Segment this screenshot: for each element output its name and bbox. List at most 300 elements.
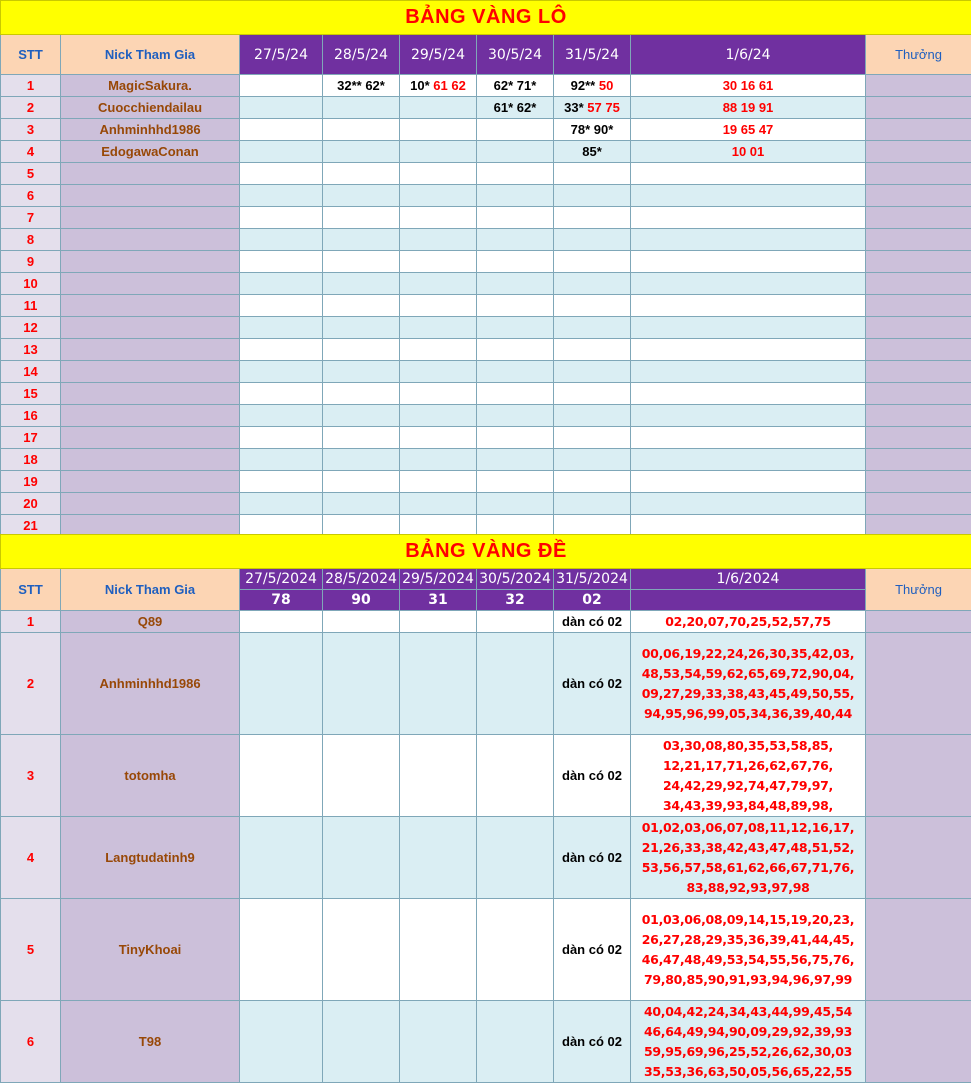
day-cell[interactable]: dàn có 02 [554,611,631,633]
de-row [1,1001,971,1083]
lo-row [1,493,971,515]
lo-row [1,119,971,141]
thuong-cell [866,75,971,97]
day-cell[interactable] [323,361,400,383]
pick-red: 61 62 [433,78,466,93]
stt-cell: 13 [1,339,61,361]
day-cell[interactable]: dàn có 02 [554,1001,631,1083]
lo-header-date: 28/5/24 [323,35,400,75]
lo-header-nick: Nick Tham Gia [61,35,240,75]
thuong-cell [866,633,971,735]
day-cell[interactable] [240,207,323,229]
day-cell[interactable]: 32** 62* [323,75,400,97]
thuong-cell [866,361,971,383]
de-header-date: 29/5/2024 [400,569,477,590]
stt-cell: 19 [1,471,61,493]
de-result [631,590,866,611]
de-table [0,534,971,1083]
nick-cell: TinyKhoai [61,899,240,1001]
day-cell[interactable]: 19 65 47 [631,119,866,141]
day-cell[interactable] [323,735,400,817]
stt-cell: 7 [1,207,61,229]
de-header-thuong: Thưởng [866,569,971,611]
day-cell[interactable] [477,611,554,633]
day-cell[interactable] [240,427,323,449]
de-row [1,899,971,1001]
day-cell[interactable] [400,493,477,515]
day-cell[interactable]: 30 16 61 [631,75,866,97]
day-cell[interactable] [400,339,477,361]
day-cell[interactable] [323,405,400,427]
thuong-cell [866,163,971,185]
pick-black: 78* 90* [570,122,614,137]
day-cell[interactable] [554,97,631,119]
number-line: 35,53,36,63,50,05,56,65,22,55 [644,1063,852,1079]
day-cell[interactable] [554,295,631,317]
thuong-cell [866,141,971,163]
lo-title: BẢNG VÀNG LÔ [1,1,971,35]
day-cell[interactable] [631,185,866,207]
thuong-cell [866,229,971,251]
number-line: 59,95,69,96,25,52,26,62,30,03 [644,1043,852,1059]
day-cell[interactable] [400,405,477,427]
nick-cell [61,163,240,185]
day-cell[interactable]: dàn có 02 [554,633,631,735]
nick-cell [61,251,240,273]
day-cell[interactable] [477,735,554,817]
lo-row [1,75,971,97]
day-cell[interactable] [554,427,631,449]
stt-cell: 8 [1,229,61,251]
day-cell[interactable] [323,449,400,471]
lo-row [1,273,971,295]
pick-black: 10* [410,78,430,93]
stt-cell: 9 [1,251,61,273]
day-cell[interactable] [477,1001,554,1083]
day-cell[interactable] [477,493,554,515]
day-cell[interactable] [631,405,866,427]
day-cell[interactable] [477,633,554,735]
nick-cell [61,493,240,515]
stt-cell: 18 [1,449,61,471]
de-header-date: 1/6/2024 [631,569,866,590]
number-line: 02,20,07,70,25,52,57,75 [665,613,831,629]
day-cell[interactable] [240,1001,323,1083]
number-line: 48,53,54,59,62,65,69,72,90,04, [641,665,855,681]
lo-row [1,361,971,383]
day-cell[interactable] [631,383,866,405]
day-cell[interactable] [400,273,477,295]
day-cell[interactable] [240,899,323,1001]
de-header-stt: STT [1,569,61,611]
lo-header-date: 30/5/24 [477,35,554,75]
number-line: 79,80,85,90,91,93,94,96,97,99 [644,971,852,987]
day-cell[interactable] [323,339,400,361]
lo-row [1,295,971,317]
day-cell[interactable] [323,97,400,119]
day-cell[interactable] [323,141,400,163]
day-cell[interactable] [240,361,323,383]
day-cell[interactable] [631,493,866,515]
day-cell[interactable] [477,405,554,427]
thuong-cell [866,119,971,141]
day-cell[interactable] [400,251,477,273]
day-cell[interactable] [554,75,631,97]
day-cell[interactable] [631,339,866,361]
day-cell[interactable] [400,229,477,251]
day-cell[interactable] [554,185,631,207]
nick-cell [61,361,240,383]
stt-cell: 10 [1,273,61,295]
day-cell[interactable] [323,273,400,295]
day-cell[interactable] [477,207,554,229]
stt-cell: 21 [1,515,61,537]
day-cell[interactable] [323,427,400,449]
day-cell[interactable] [400,427,477,449]
lo-row [1,229,971,251]
day-cell[interactable] [400,141,477,163]
day-cell[interactable] [400,735,477,817]
day-cell[interactable] [554,339,631,361]
nick-cell: Q89 [61,611,240,633]
de-row [1,735,971,817]
day-cell[interactable] [631,361,866,383]
number-line: 94,95,96,99,05,34,36,39,40,44 [644,705,852,721]
day-cell[interactable] [400,449,477,471]
number-line: 53,56,57,58,61,62,66,67,71,76, [641,859,855,875]
day-cell[interactable] [323,493,400,515]
day-cell[interactable] [323,185,400,207]
de-title: BẢNG VÀNG ĐỀ [1,535,971,569]
day-cell[interactable] [400,295,477,317]
day-cell[interactable] [400,899,477,1001]
stt-cell: 5 [1,163,61,185]
day-cell[interactable] [323,295,400,317]
nick-cell [61,449,240,471]
day-cell[interactable] [554,229,631,251]
stt-cell: 1 [1,611,61,633]
day-cell[interactable] [554,405,631,427]
day-cell[interactable]: 88 19 91 [631,97,866,119]
thuong-cell [866,493,971,515]
day-cell[interactable] [554,251,631,273]
day-cell[interactable] [477,383,554,405]
nick-cell: Cuocchiendailau [61,97,240,119]
de-header-nick: Nick Tham Gia [61,569,240,611]
de-row [1,817,971,899]
lo-header-date: 31/5/24 [554,35,631,75]
thuong-cell [866,449,971,471]
day-cell[interactable] [323,251,400,273]
day-cell[interactable] [477,449,554,471]
pick-red: 57 75 [587,100,620,115]
number-line: 46,47,48,49,53,54,55,56,75,76, [641,951,855,967]
day-cell[interactable] [323,317,400,339]
day-cell[interactable] [323,1001,400,1083]
day-cell[interactable] [240,317,323,339]
lo-header-thuong: Thưởng [866,35,971,75]
thuong-cell [866,207,971,229]
day-cell[interactable] [400,119,477,141]
thuong-cell [866,317,971,339]
nick-cell: EdogawaConan [61,141,240,163]
stt-cell: 6 [1,1001,61,1083]
day-cell[interactable] [554,493,631,515]
stt-cell: 20 [1,493,61,515]
day-cell[interactable] [323,207,400,229]
day-cell[interactable] [477,471,554,493]
thuong-cell [866,611,971,633]
thuong-cell [866,427,971,449]
nick-cell: Anhminhhd1986 [61,633,240,735]
nick-cell [61,273,240,295]
day-cell[interactable] [477,317,554,339]
day-cell[interactable] [240,405,323,427]
day-cell[interactable] [240,611,323,633]
number-line: 03,30,08,80,35,53,58,85, [663,737,833,753]
day-cell[interactable] [477,339,554,361]
day-cell[interactable] [554,317,631,339]
stt-cell: 15 [1,383,61,405]
day-cell[interactable] [323,899,400,1001]
day-cell[interactable] [477,361,554,383]
day-cell[interactable] [323,817,400,899]
day-cell[interactable] [477,273,554,295]
lo-table [0,0,971,537]
day-cell[interactable] [323,471,400,493]
day-cell[interactable] [477,229,554,251]
day-cell[interactable] [477,295,554,317]
lo-row [1,185,971,207]
nick-cell [61,295,240,317]
day-cell[interactable]: dàn có 02 [554,899,631,1001]
lo-header-date: 1/6/24 [631,35,866,75]
number-line: 12,21,17,71,26,62,67,76, [663,757,833,773]
number-list-cell[interactable] [631,735,866,817]
day-cell[interactable] [631,251,866,273]
number-line: 21,26,33,38,42,43,47,48,51,52, [641,839,855,855]
stt-cell: 1 [1,75,61,97]
day-cell[interactable] [477,899,554,1001]
day-cell[interactable]: dàn có 02 [554,735,631,817]
thuong-cell [866,273,971,295]
number-list-cell[interactable] [631,817,866,899]
day-cell[interactable] [323,611,400,633]
stt-cell: 11 [1,295,61,317]
stt-cell: 5 [1,899,61,1001]
lo-row [1,339,971,361]
de-header-date: 30/5/2024 [477,569,554,590]
de-row [1,633,971,735]
number-line: 83,88,92,93,97,98 [686,879,810,895]
day-cell[interactable] [240,163,323,185]
day-cell[interactable] [240,119,323,141]
stt-cell: 3 [1,119,61,141]
day-cell[interactable] [477,817,554,899]
day-cell[interactable] [631,427,866,449]
nick-cell [61,383,240,405]
day-cell[interactable] [240,735,323,817]
day-cell[interactable] [631,229,866,251]
number-line: 46,64,49,94,90,09,29,92,39,93 [644,1023,852,1039]
day-cell[interactable] [477,141,554,163]
pick-black: 85* [582,144,602,159]
day-cell[interactable] [554,471,631,493]
day-cell[interactable] [631,317,866,339]
day-cell[interactable] [554,361,631,383]
day-cell[interactable] [631,449,866,471]
thuong-cell [866,339,971,361]
thuong-cell [866,97,971,119]
nick-cell [61,185,240,207]
lo-row [1,427,971,449]
day-cell[interactable] [477,251,554,273]
stt-cell: 6 [1,185,61,207]
day-cell[interactable] [400,383,477,405]
lo-row [1,405,971,427]
thuong-cell [866,295,971,317]
nick-cell [61,471,240,493]
day-cell[interactable] [400,163,477,185]
day-cell[interactable] [554,449,631,471]
number-line: 34,43,39,93,84,48,89,98, [663,797,833,813]
nick-cell [61,339,240,361]
number-list-cell[interactable] [631,611,866,633]
lo-row [1,97,971,119]
de-result: 31 [400,590,477,611]
day-cell[interactable] [240,339,323,361]
day-cell[interactable] [240,449,323,471]
day-cell[interactable] [240,185,323,207]
day-cell[interactable] [240,75,323,97]
day-cell[interactable] [323,163,400,185]
day-cell[interactable] [240,251,323,273]
stt-cell: 3 [1,735,61,817]
stt-cell: 2 [1,97,61,119]
day-cell[interactable] [554,383,631,405]
day-cell[interactable] [631,207,866,229]
day-cell[interactable] [400,317,477,339]
nick-cell [61,207,240,229]
nick-cell: totomha [61,735,240,817]
day-cell[interactable] [400,207,477,229]
day-cell[interactable] [240,817,323,899]
day-cell[interactable] [240,633,323,735]
day-cell[interactable] [631,471,866,493]
day-cell[interactable] [631,163,866,185]
day-cell[interactable]: 10 01 [631,141,866,163]
day-cell[interactable] [631,273,866,295]
day-cell[interactable] [400,361,477,383]
day-cell[interactable] [323,119,400,141]
thuong-cell [866,251,971,273]
day-cell[interactable] [323,633,400,735]
day-cell[interactable] [400,97,477,119]
lo-header-date: 27/5/24 [240,35,323,75]
stt-cell: 12 [1,317,61,339]
pick-black: 33* [564,100,584,115]
day-cell[interactable] [400,611,477,633]
thuong-cell [866,405,971,427]
thuong-cell [866,471,971,493]
lo-row [1,317,971,339]
lo-row [1,251,971,273]
day-cell[interactable] [554,163,631,185]
day-cell[interactable] [477,427,554,449]
stt-cell: 17 [1,427,61,449]
lo-row [1,163,971,185]
thuong-cell [866,735,971,817]
day-cell[interactable] [323,229,400,251]
lo-row [1,449,971,471]
day-cell[interactable] [240,295,323,317]
day-cell[interactable] [554,141,631,163]
day-cell[interactable]: 62* 71* [477,75,554,97]
nick-cell: Langtudatinh9 [61,817,240,899]
lo-header-date: 29/5/24 [400,35,477,75]
day-cell[interactable] [323,383,400,405]
day-cell[interactable] [400,471,477,493]
nick-cell [61,229,240,251]
number-list-cell[interactable] [631,899,866,1001]
lo-row [1,141,971,163]
day-cell[interactable] [240,471,323,493]
de-result: 90 [323,590,400,611]
number-list-cell[interactable] [631,633,866,735]
day-cell[interactable] [240,493,323,515]
nick-cell [61,405,240,427]
stt-cell: 16 [1,405,61,427]
stt-cell: 4 [1,141,61,163]
nick-cell [61,317,240,339]
day-cell[interactable] [400,817,477,899]
de-result: 32 [477,590,554,611]
lo-row [1,207,971,229]
day-cell[interactable] [400,633,477,735]
number-line: 26,27,28,29,35,36,39,41,44,45, [641,931,855,947]
day-cell[interactable] [240,229,323,251]
day-cell[interactable] [400,1001,477,1083]
de-header-date: 28/5/2024 [323,569,400,590]
day-cell[interactable] [477,163,554,185]
thuong-cell [866,899,971,1001]
thuong-cell [866,817,971,899]
stt-cell: 2 [1,633,61,735]
day-cell[interactable] [240,141,323,163]
number-list-cell[interactable] [631,1001,866,1083]
day-cell[interactable] [554,207,631,229]
day-cell[interactable] [400,75,477,97]
day-cell[interactable] [477,119,554,141]
day-cell[interactable] [240,97,323,119]
day-cell[interactable] [240,273,323,295]
nick-cell: MagicSakura. [61,75,240,97]
day-cell[interactable] [240,383,323,405]
day-cell[interactable]: dàn có 02 [554,817,631,899]
nick-cell: T98 [61,1001,240,1083]
thuong-cell [866,185,971,207]
day-cell[interactable] [400,185,477,207]
thuong-cell [866,1001,971,1083]
day-cell[interactable]: 61* 62* [477,97,554,119]
nick-cell [61,427,240,449]
stt-cell: 4 [1,817,61,899]
nick-cell: Anhminhhd1986 [61,119,240,141]
day-cell[interactable] [631,295,866,317]
day-cell[interactable] [477,185,554,207]
day-cell[interactable] [554,119,631,141]
day-cell[interactable] [554,273,631,295]
